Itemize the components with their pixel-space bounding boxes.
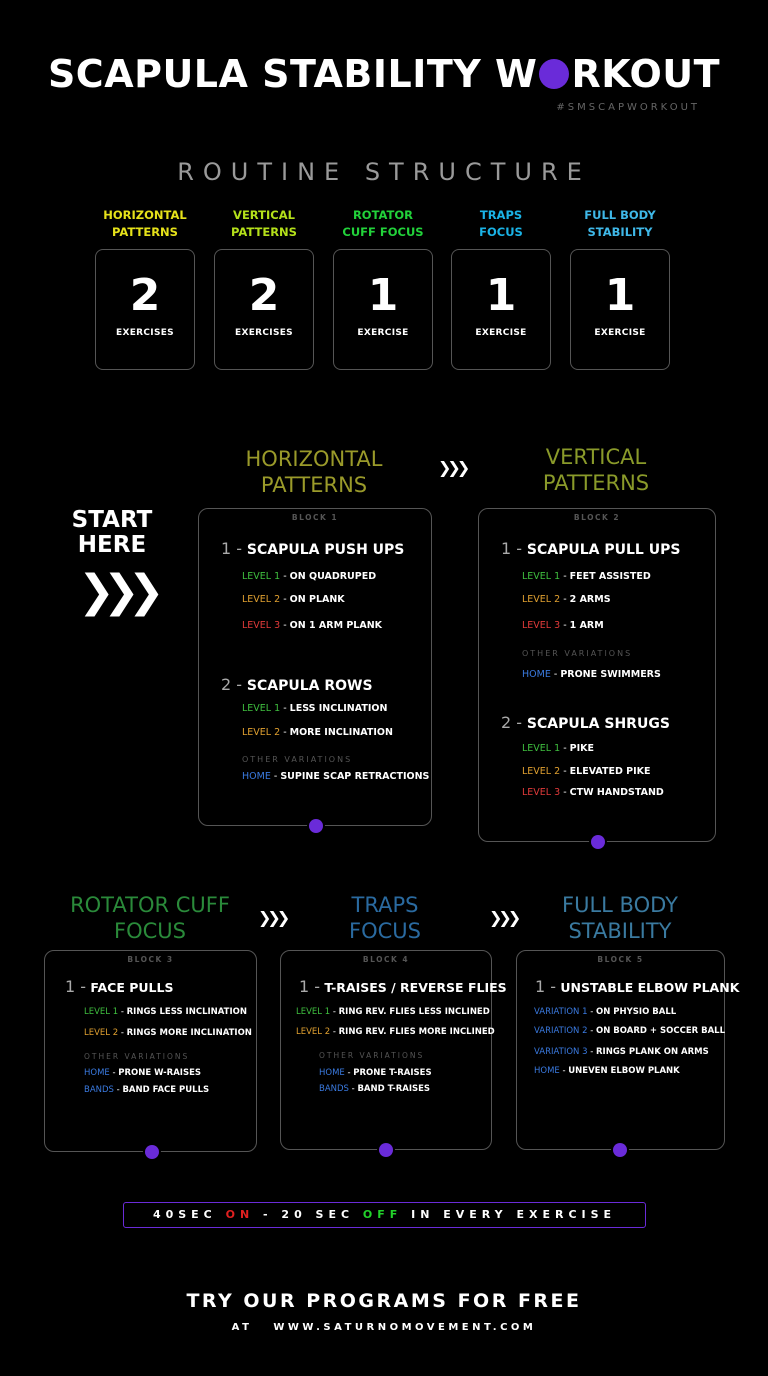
category-label-line2: PATTERNS [231, 225, 297, 239]
home-tag: HOME [319, 1068, 345, 1078]
exercise-count: 1 [367, 270, 399, 321]
level-text: CTW HANDSTAND [569, 787, 664, 798]
timing-work: 40SEC [152, 1208, 217, 1221]
level-tag: LEVEL 1 [522, 743, 561, 754]
bands-tag: BANDS [319, 1084, 349, 1094]
level-text: LESS INCLINATION [289, 703, 388, 714]
chevron-right-icon: ❯❯❯ [258, 908, 287, 927]
block5-card [516, 950, 740, 1150]
variation-row [534, 1047, 709, 1057]
other-variations-label: OTHER VARIATIONS [319, 1051, 425, 1060]
level-text: ON PLANK [289, 594, 345, 605]
saturn-badge-icon [591, 835, 605, 849]
exercise-unit: EXERCISE [357, 328, 409, 338]
bands-row [319, 1084, 430, 1094]
timing-suffix: IN EVERY EXERCISE [411, 1208, 617, 1221]
separator: - [120, 1028, 124, 1038]
here-text: HERE [77, 532, 147, 558]
saturn-badge-icon [309, 819, 323, 833]
home-tag: HOME [522, 669, 551, 680]
exercise-title [501, 713, 670, 732]
block4-title-line1: TRAPS [351, 893, 419, 917]
exercise-count-card [333, 249, 433, 370]
website-link[interactable]: AT WWW.SATURNOMOVEMENT.COM [231, 1322, 537, 1333]
level-row [296, 1007, 490, 1017]
bands-text: BAND FACE PULLS [122, 1085, 210, 1095]
level-tag: LEVEL 2 [242, 594, 281, 605]
level-row [242, 594, 345, 605]
level-text: RING REV. FLIES LESS INCLINED [338, 1007, 490, 1017]
level-tag: LEVEL 1 [522, 571, 561, 582]
separator: - [562, 1066, 566, 1076]
variation-tag: VARIATION 3 [534, 1047, 588, 1057]
bands-tag: BANDS [84, 1085, 114, 1095]
separator: - [563, 787, 567, 798]
level-tag: LEVEL 2 [296, 1027, 331, 1037]
separator: - [283, 620, 287, 631]
level-text: ON QUADRUPED [289, 571, 377, 582]
start-arrows-icon: ❯❯❯ [78, 566, 153, 617]
block2-title [496, 444, 696, 496]
separator: - [332, 1027, 336, 1037]
separator: - [283, 727, 287, 738]
block5-title-line2: STABILITY [568, 919, 672, 943]
variation-text: ON PHYSIO BALL [596, 1007, 677, 1017]
level-text: 1 ARM [569, 620, 604, 631]
saturn-badge-icon [613, 1143, 627, 1157]
block5-title [530, 892, 710, 944]
separator: - [563, 620, 567, 631]
exercise-title [65, 977, 174, 996]
home-tag: HOME [242, 771, 271, 782]
exercise-count-card [95, 249, 195, 370]
level-tag: LEVEL 2 [522, 594, 561, 605]
home-text: UNEVEN ELBOW PLANK [568, 1066, 680, 1076]
category-label-line2: PATTERNS [112, 225, 178, 239]
separator: - [112, 1068, 116, 1078]
exercise-number: 1 - [299, 977, 321, 996]
bands-text: BAND T-RAISES [357, 1084, 431, 1094]
level-text: ELEVATED PIKE [569, 766, 651, 777]
exercise-number: 1 - [221, 539, 243, 558]
separator: - [347, 1068, 351, 1078]
block2-card [478, 508, 716, 842]
variation-text: ON BOARD + SOCCER BALL [596, 1026, 726, 1036]
category-label [451, 207, 551, 241]
exercise-count: 2 [248, 270, 280, 321]
timing-bar [123, 1202, 646, 1228]
home-row [319, 1068, 432, 1078]
exercise-unit: EXERCISE [475, 328, 527, 338]
home-row [522, 669, 661, 680]
hashtag: #SMSCAPWORKOUT [556, 102, 700, 113]
level-text: RINGS LESS INCLINATION [126, 1007, 247, 1017]
category-label [333, 207, 433, 241]
block1-title-line2: PATTERNS [260, 473, 368, 497]
separator: - [273, 771, 278, 782]
level-tag: LEVEL 2 [84, 1028, 119, 1038]
exercise-title [299, 977, 507, 996]
separator: - [563, 743, 567, 754]
block2-label: BLOCK 2 [573, 513, 621, 522]
separator: - [283, 571, 287, 582]
saturn-logo-icon [539, 59, 569, 89]
variation-tag: VARIATION 2 [534, 1026, 588, 1036]
level-row [522, 620, 604, 631]
timing-rest: - 20 SEC [263, 1208, 355, 1221]
level-row [84, 1028, 252, 1038]
variation-row [534, 1026, 725, 1036]
separator: - [590, 1026, 594, 1036]
exercise-number: 2 - [501, 713, 523, 732]
separator: - [351, 1084, 355, 1094]
separator: - [120, 1007, 124, 1017]
exercise-number: 1 - [65, 977, 87, 996]
level-text: RING REV. FLIES MORE INCLINED [338, 1027, 495, 1037]
saturn-badge-icon [379, 1143, 393, 1157]
level-tag: LEVEL 1 [242, 703, 281, 714]
saturn-badge-icon [145, 1145, 159, 1159]
exercise-number: 1 - [535, 977, 557, 996]
level-text: PIKE [569, 743, 595, 754]
block4-title-line2: FOCUS [349, 919, 421, 943]
exercise-count: 2 [129, 270, 161, 321]
block3-label: BLOCK 3 [127, 955, 174, 964]
exercise-title [535, 977, 739, 996]
level-tag: LEVEL 3 [242, 620, 281, 631]
variation-text: RINGS PLANK ON ARMS [596, 1047, 709, 1057]
other-variations-label: OTHER VARIATIONS [522, 649, 633, 658]
block2-title-line1: VERTICAL [545, 445, 647, 469]
category-label-line1: FULL BODY [584, 208, 656, 222]
block4-label: BLOCK 4 [362, 955, 410, 964]
separator: - [590, 1007, 594, 1017]
block4-title [310, 892, 460, 944]
exercise-count-card [214, 249, 314, 370]
level-text: 2 ARMS [569, 594, 611, 605]
exercise-count-card [451, 249, 551, 370]
exercise-unit: EXERCISES [235, 328, 293, 338]
exercise-name: SCAPULA SHRUGS [526, 716, 670, 732]
routine-structure-heading: ROUTINE STRUCTURE [177, 158, 591, 186]
exercise-count-card [570, 249, 670, 370]
exercise-unit: EXERCISES [116, 328, 174, 338]
variation-tag: VARIATION 1 [534, 1007, 588, 1017]
level-row [242, 703, 387, 714]
exercise-title [221, 675, 373, 694]
block4-card [280, 950, 507, 1150]
exercise-count: 1 [485, 270, 517, 321]
exercise-name: SCAPULA PULL UPS [526, 542, 681, 558]
level-tag: LEVEL 1 [84, 1007, 119, 1017]
exercise-title [221, 539, 404, 558]
separator: - [332, 1007, 336, 1017]
level-tag: LEVEL 2 [522, 766, 561, 777]
home-tag: HOME [84, 1068, 110, 1078]
other-variations-label: OTHER VARIATIONS [84, 1052, 190, 1061]
level-text: ON 1 ARM PLANK [289, 620, 383, 631]
exercise-name: SCAPULA ROWS [246, 678, 373, 694]
block3-title [50, 892, 250, 944]
home-text: PRONE W-RAISES [118, 1068, 202, 1078]
home-text: PRONE T-RAISES [353, 1068, 432, 1078]
title-text-right: RKOUT [571, 52, 721, 96]
block5-title-line1: FULL BODY [562, 893, 678, 917]
block1-label: BLOCK 1 [291, 513, 339, 522]
block2-title-line2: PATTERNS [542, 471, 650, 495]
exercise-number: 1 - [501, 539, 523, 558]
exercise-name: FACE PULLS [90, 980, 174, 995]
level-row [296, 1027, 495, 1037]
other-variations-label: OTHER VARIATIONS [242, 755, 353, 764]
level-row [522, 766, 651, 777]
variation-row [534, 1007, 676, 1017]
level-tag: LEVEL 2 [242, 727, 281, 738]
separator: - [563, 594, 567, 605]
timing-on: ON [225, 1208, 255, 1221]
level-row [242, 571, 376, 582]
separator: - [563, 571, 567, 582]
cta-heading: TRY OUR PROGRAMS FOR FREE [186, 1290, 582, 1312]
level-row [522, 571, 651, 582]
level-row [84, 1007, 247, 1017]
separator: - [283, 703, 287, 714]
level-tag: LEVEL 1 [242, 571, 281, 582]
level-tag: LEVEL 3 [522, 620, 561, 631]
category-label [570, 207, 670, 241]
category-label [95, 207, 195, 241]
separator: - [590, 1047, 594, 1057]
bands-row [84, 1085, 209, 1095]
home-tag: HOME [534, 1066, 560, 1076]
level-text: RINGS MORE INCLINATION [126, 1028, 252, 1038]
category-label-line1: VERTICAL [233, 208, 295, 222]
title-text-left: SCAPULA STABILITY W [47, 52, 538, 96]
category-label-line1: TRAPS [479, 208, 523, 222]
category-label-line2: FOCUS [479, 225, 523, 239]
level-row [522, 594, 611, 605]
separator: - [563, 766, 567, 777]
exercise-title [501, 539, 680, 558]
level-tag: LEVEL 3 [522, 787, 561, 798]
home-text: SUPINE SCAP RETRACTIONS [280, 771, 430, 782]
level-row [242, 620, 382, 631]
page-title [0, 52, 768, 96]
category-label-line2: CUFF FOCUS [342, 225, 424, 239]
home-row [84, 1068, 201, 1078]
home-text: PRONE SWIMMERS [560, 669, 661, 680]
exercise-unit: EXERCISE [594, 328, 646, 338]
block3-title-line1: ROTATOR CUFF [70, 893, 230, 917]
level-tag: LEVEL 1 [296, 1007, 331, 1017]
category-label-line2: STABILITY [587, 225, 653, 239]
start-here-label [62, 508, 162, 558]
category-label-line1: HORIZONTAL [103, 208, 187, 222]
start-text: START [71, 507, 153, 533]
level-row [522, 787, 664, 798]
exercise-name: UNSTABLE ELBOW PLANK [560, 980, 740, 995]
home-row [534, 1066, 680, 1076]
block1-title [214, 446, 414, 498]
separator: - [116, 1085, 120, 1095]
block1-card [198, 508, 432, 826]
exercise-name: SCAPULA PUSH UPS [246, 542, 405, 558]
level-row [242, 727, 393, 738]
home-row [242, 771, 429, 782]
chevron-right-icon: ❯❯❯ [489, 908, 518, 927]
chevron-right-icon: ❯❯❯ [438, 458, 467, 477]
separator: - [553, 669, 558, 680]
category-label-line1: ROTATOR [352, 208, 414, 222]
exercise-name: T-RAISES / REVERSE FLIES [324, 980, 507, 995]
separator: - [283, 594, 287, 605]
category-label [214, 207, 314, 241]
timing-off: OFF [362, 1208, 403, 1221]
block3-card [44, 950, 257, 1152]
level-row [522, 743, 594, 754]
block3-title-line2: FOCUS [114, 919, 186, 943]
level-text: MORE INCLINATION [289, 727, 393, 738]
exercise-number: 2 - [221, 675, 243, 694]
block5-label: BLOCK 5 [597, 955, 644, 964]
level-text: FEET ASSISTED [569, 571, 651, 582]
exercise-count: 1 [604, 270, 636, 321]
block1-title-line1: HORIZONTAL [245, 447, 383, 471]
